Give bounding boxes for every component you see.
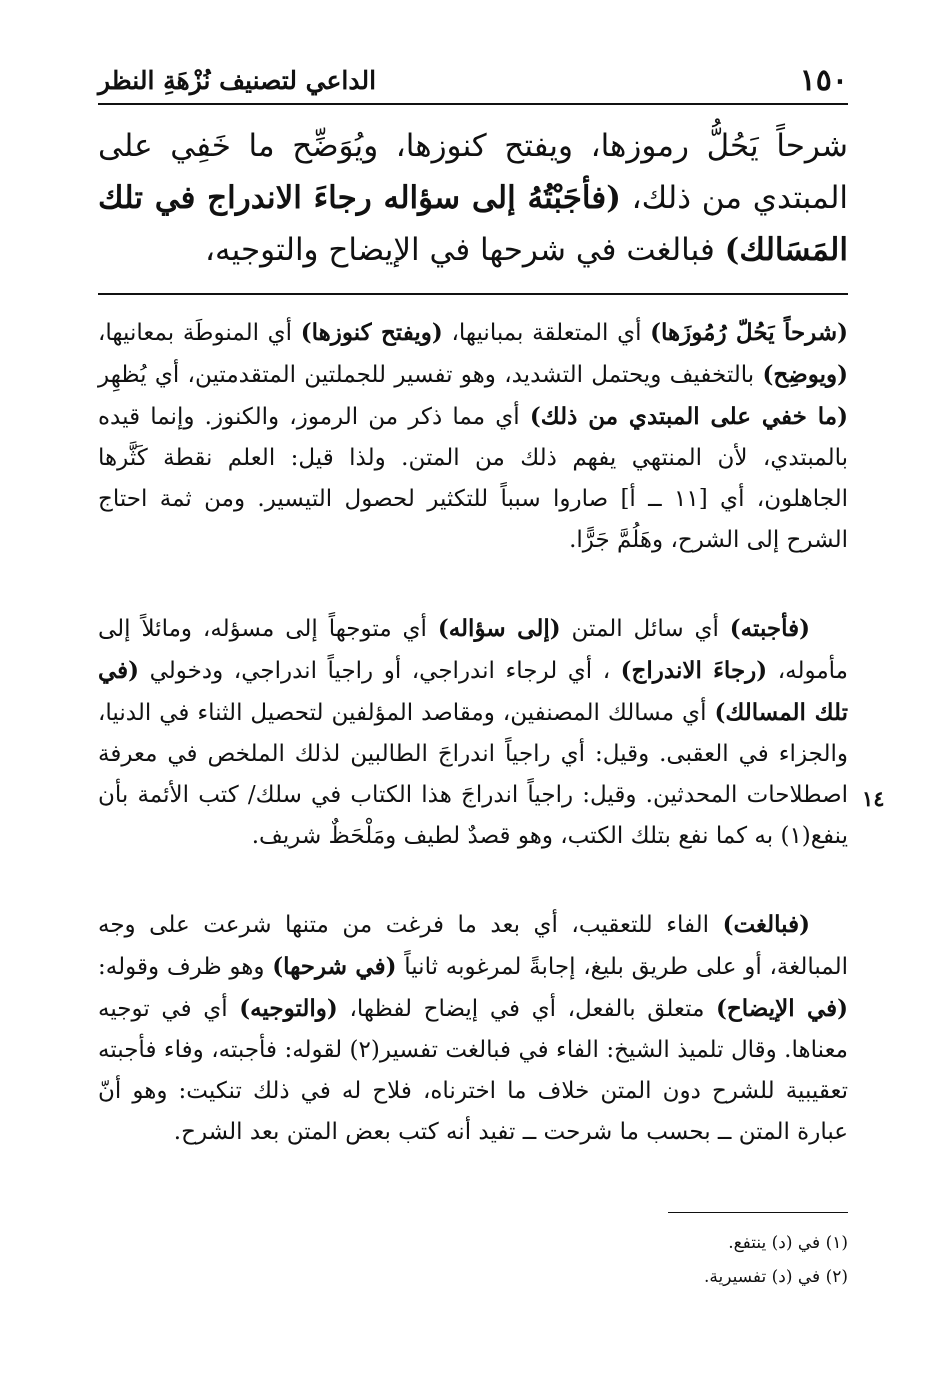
lemma: (والتوجيه) xyxy=(239,995,338,1022)
commentary-text: أي متوجهاً إلى مسؤله، ومائلاً إلى مأموله، xyxy=(98,616,848,684)
matn-quote: (فأجَبْتُهُ إلى سؤاله رجاءَ الاندراج في تلك المَسَالك) xyxy=(98,180,848,268)
commentary-paragraph-2 xyxy=(98,608,848,857)
matn-after-quote: فبالغت في شرحها في الإيضاح والتوجيه، xyxy=(204,232,725,268)
commentary-paragraph-3 xyxy=(98,904,848,1153)
manuscript-folio-marker: ١٤ xyxy=(862,786,885,811)
commentary-text: بالتخفيف ويحتمل التشديد، وهو تفسير للجملتين المتقدمتين، أي يُظهِر xyxy=(98,362,763,388)
footnotes xyxy=(448,1226,848,1294)
commentary-text: أي في توجيه معناها. وقال تلميذ الشيخ: الفاء في فبالغت تفسير(٢) لقوله: فأجبته، وفاء فأجبته تعقيبية للشرح دون المتن خلاف ما اخترناه، فلاح له في ذلك تنكيت: وهو أنّ عبارة المتن ــ بحسب ما شرحت ــ تفيد أنه كتب بعض المتن بعد الشرح. xyxy=(98,996,848,1145)
page-header xyxy=(98,60,848,100)
lemma: (ويوضِح) xyxy=(762,361,848,388)
lemma: (فبالغت) xyxy=(722,911,810,938)
footnote: (١) في (د) ينتفع. xyxy=(728,1233,848,1253)
header-rule xyxy=(98,103,848,105)
commentary-text: أي مما ذكر من الرموز، والكنوز. وإنما قيده بالمبتدي، لأن المنتهي يفهم ذلك من المتن. ولذا قيل: العلم نقطة كَثَّرها الجاهلون، أي [١١ ــ أ] صاروا سبباً للتكثير لحصول التيسير. ومن ثمة احتاج الشرح إلى الشرح، وهَلُمَّ جَرًّا. xyxy=(98,404,848,553)
matn-before-quote: شرحاً يَحُلُّ رموزها، ويفتح كنوزها، ويُوَضِّح ما خَفِي على المبتدي من ذلك، xyxy=(98,128,849,216)
lemma: (شرحاً يَحُلّ رُمُوزَها) xyxy=(650,319,849,346)
commentary-text: ، أي لرجاء اندراجي، أو راجياً اندراجي، ودخولي xyxy=(139,658,621,684)
lemma: (في شرحها) xyxy=(272,953,397,980)
page-number: ١٥٠ xyxy=(799,62,848,98)
lemma: (في تلك المسالك) xyxy=(98,657,849,726)
matn-separator-rule xyxy=(98,293,848,295)
lemma: (فأجبته) xyxy=(729,615,810,642)
commentary-text: أي المنوطَة بمعانيها، xyxy=(98,320,301,346)
running-title: الداعي لتصنيف نُزْهَةِ النظر xyxy=(98,65,377,95)
commentary-text: وهو ظرف وقوله: xyxy=(98,954,273,980)
lemma: (في الإيضاح) xyxy=(716,995,848,1022)
commentary-text: الفاء للتعقيب، أي بعد ما فرغت من متنها شرعت على وجه المبالغة، أو على طريق بليغ، إجابةً لمرغوبه ثانياً xyxy=(98,912,848,980)
lemma: (إلى سؤاله) xyxy=(437,615,561,642)
footnote: (٢) في (د) تفسيرية. xyxy=(703,1267,848,1287)
commentary-text: أي مسالك المصنفين، ومقاصد المؤلفين لتحصيل الثناء في الدنيا، والجزاء في العقبى. وقيل: أي راجياً اندراجَ الطالبين لذلك الملخص في معرفة اصطلاحات المحدثين. وقيل: راجياً اندراجَ هذا الكتاب في سلك/ كتب الأئمة بأن ينفع(١) به كما نفع بتلك الكتب، وهو قصدٌ لطيف ومَلْحَظٌ شريف. xyxy=(98,700,848,849)
commentary-text: أي سائل المتن xyxy=(560,616,730,642)
commentary-paragraph-1 xyxy=(98,312,848,561)
commentary-text: أي المتعلقة بمبانيها، xyxy=(442,320,651,346)
matn-text xyxy=(98,120,848,276)
footnote-rule xyxy=(668,1212,848,1213)
lemma: (ويفتح كنوزها) xyxy=(300,319,443,346)
commentary-text: متعلق بالفعل، أي في إيضاح لفظها، xyxy=(337,996,717,1022)
lemma: (رجاءَ الاندراج) xyxy=(620,657,768,684)
lemma: (ما خفي على المبتدي من ذلك) xyxy=(529,403,848,430)
